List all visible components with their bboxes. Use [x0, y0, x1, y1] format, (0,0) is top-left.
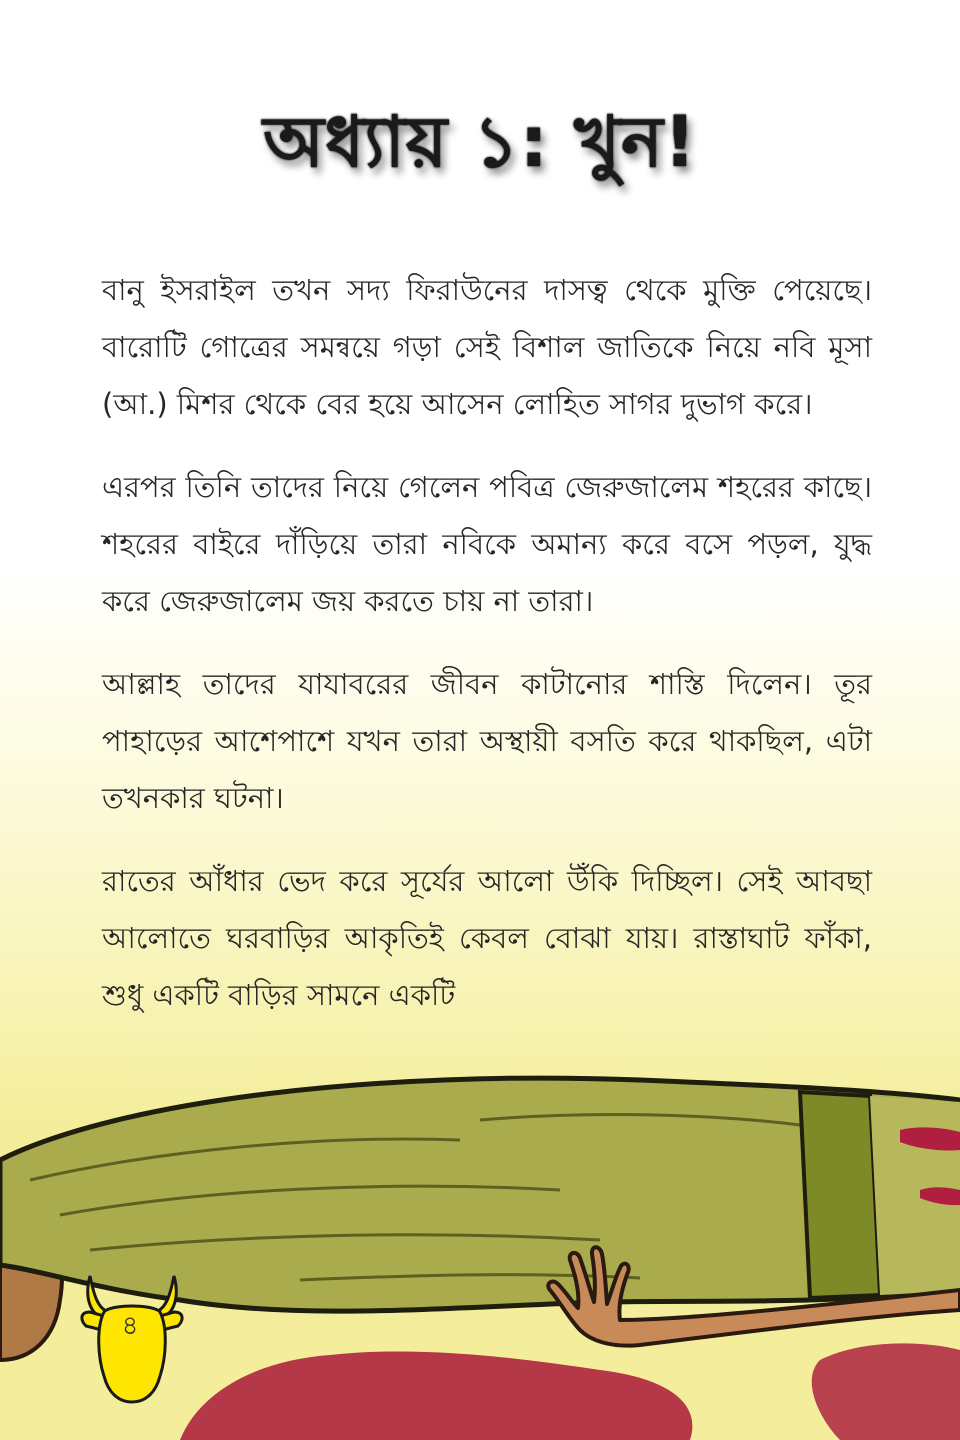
paragraph-1: বানু ইসরাইল তখন সদ্য ফিরাউনের দাসত্ব থেকে মুক্তি পেয়েছে। বারোটি গোত্রের সমন্বয়ে গড়া সেই বিশাল জাতিকে নিয়ে নবি মূসা (আ.) মিশর থেকে বের হয়ে আসেন লোহিত সাগর দুভাগ করে।: [102, 273, 872, 421]
paragraph-4: রাতের আঁধার ভেদ করে সূর্যের আলো উঁকি দিচ্ছিল। সেই আবছা আলোতে ঘরবাড়ির আকৃতিই কেবল বোঝা যায়। রাস্তাঘাট ফাঁকা, শুধু একটি বাড়ির সামনে একটি: [102, 864, 872, 1012]
chapter-body: [102, 262, 872, 1050]
paragraph-2: এরপর তিনি তাদের নিয়ে গেলেন পবিত্র জেরুজালেম শহরের কাছে। শহরের বাইরে দাঁড়িয়ে তারা নবিকে অমান্য করে বসে পড়ল, যুদ্ধ করে জেরুজালেম জয় করতে চায় না তারা।: [102, 470, 872, 618]
chapter-title: অধ্যায় ১: খুন!: [263, 101, 697, 183]
paragraph-3: আল্লাহ তাদের যাযাবরের জীবন কাটানোর শাস্তি দিলেন। তূর পাহাড়ের আশেপাশে যখন তারা অস্থায়ী বসতি করে থাকছিল, এটা তখনকার ঘটনা।: [102, 667, 872, 815]
page-number: ৪: [121, 1311, 139, 1341]
